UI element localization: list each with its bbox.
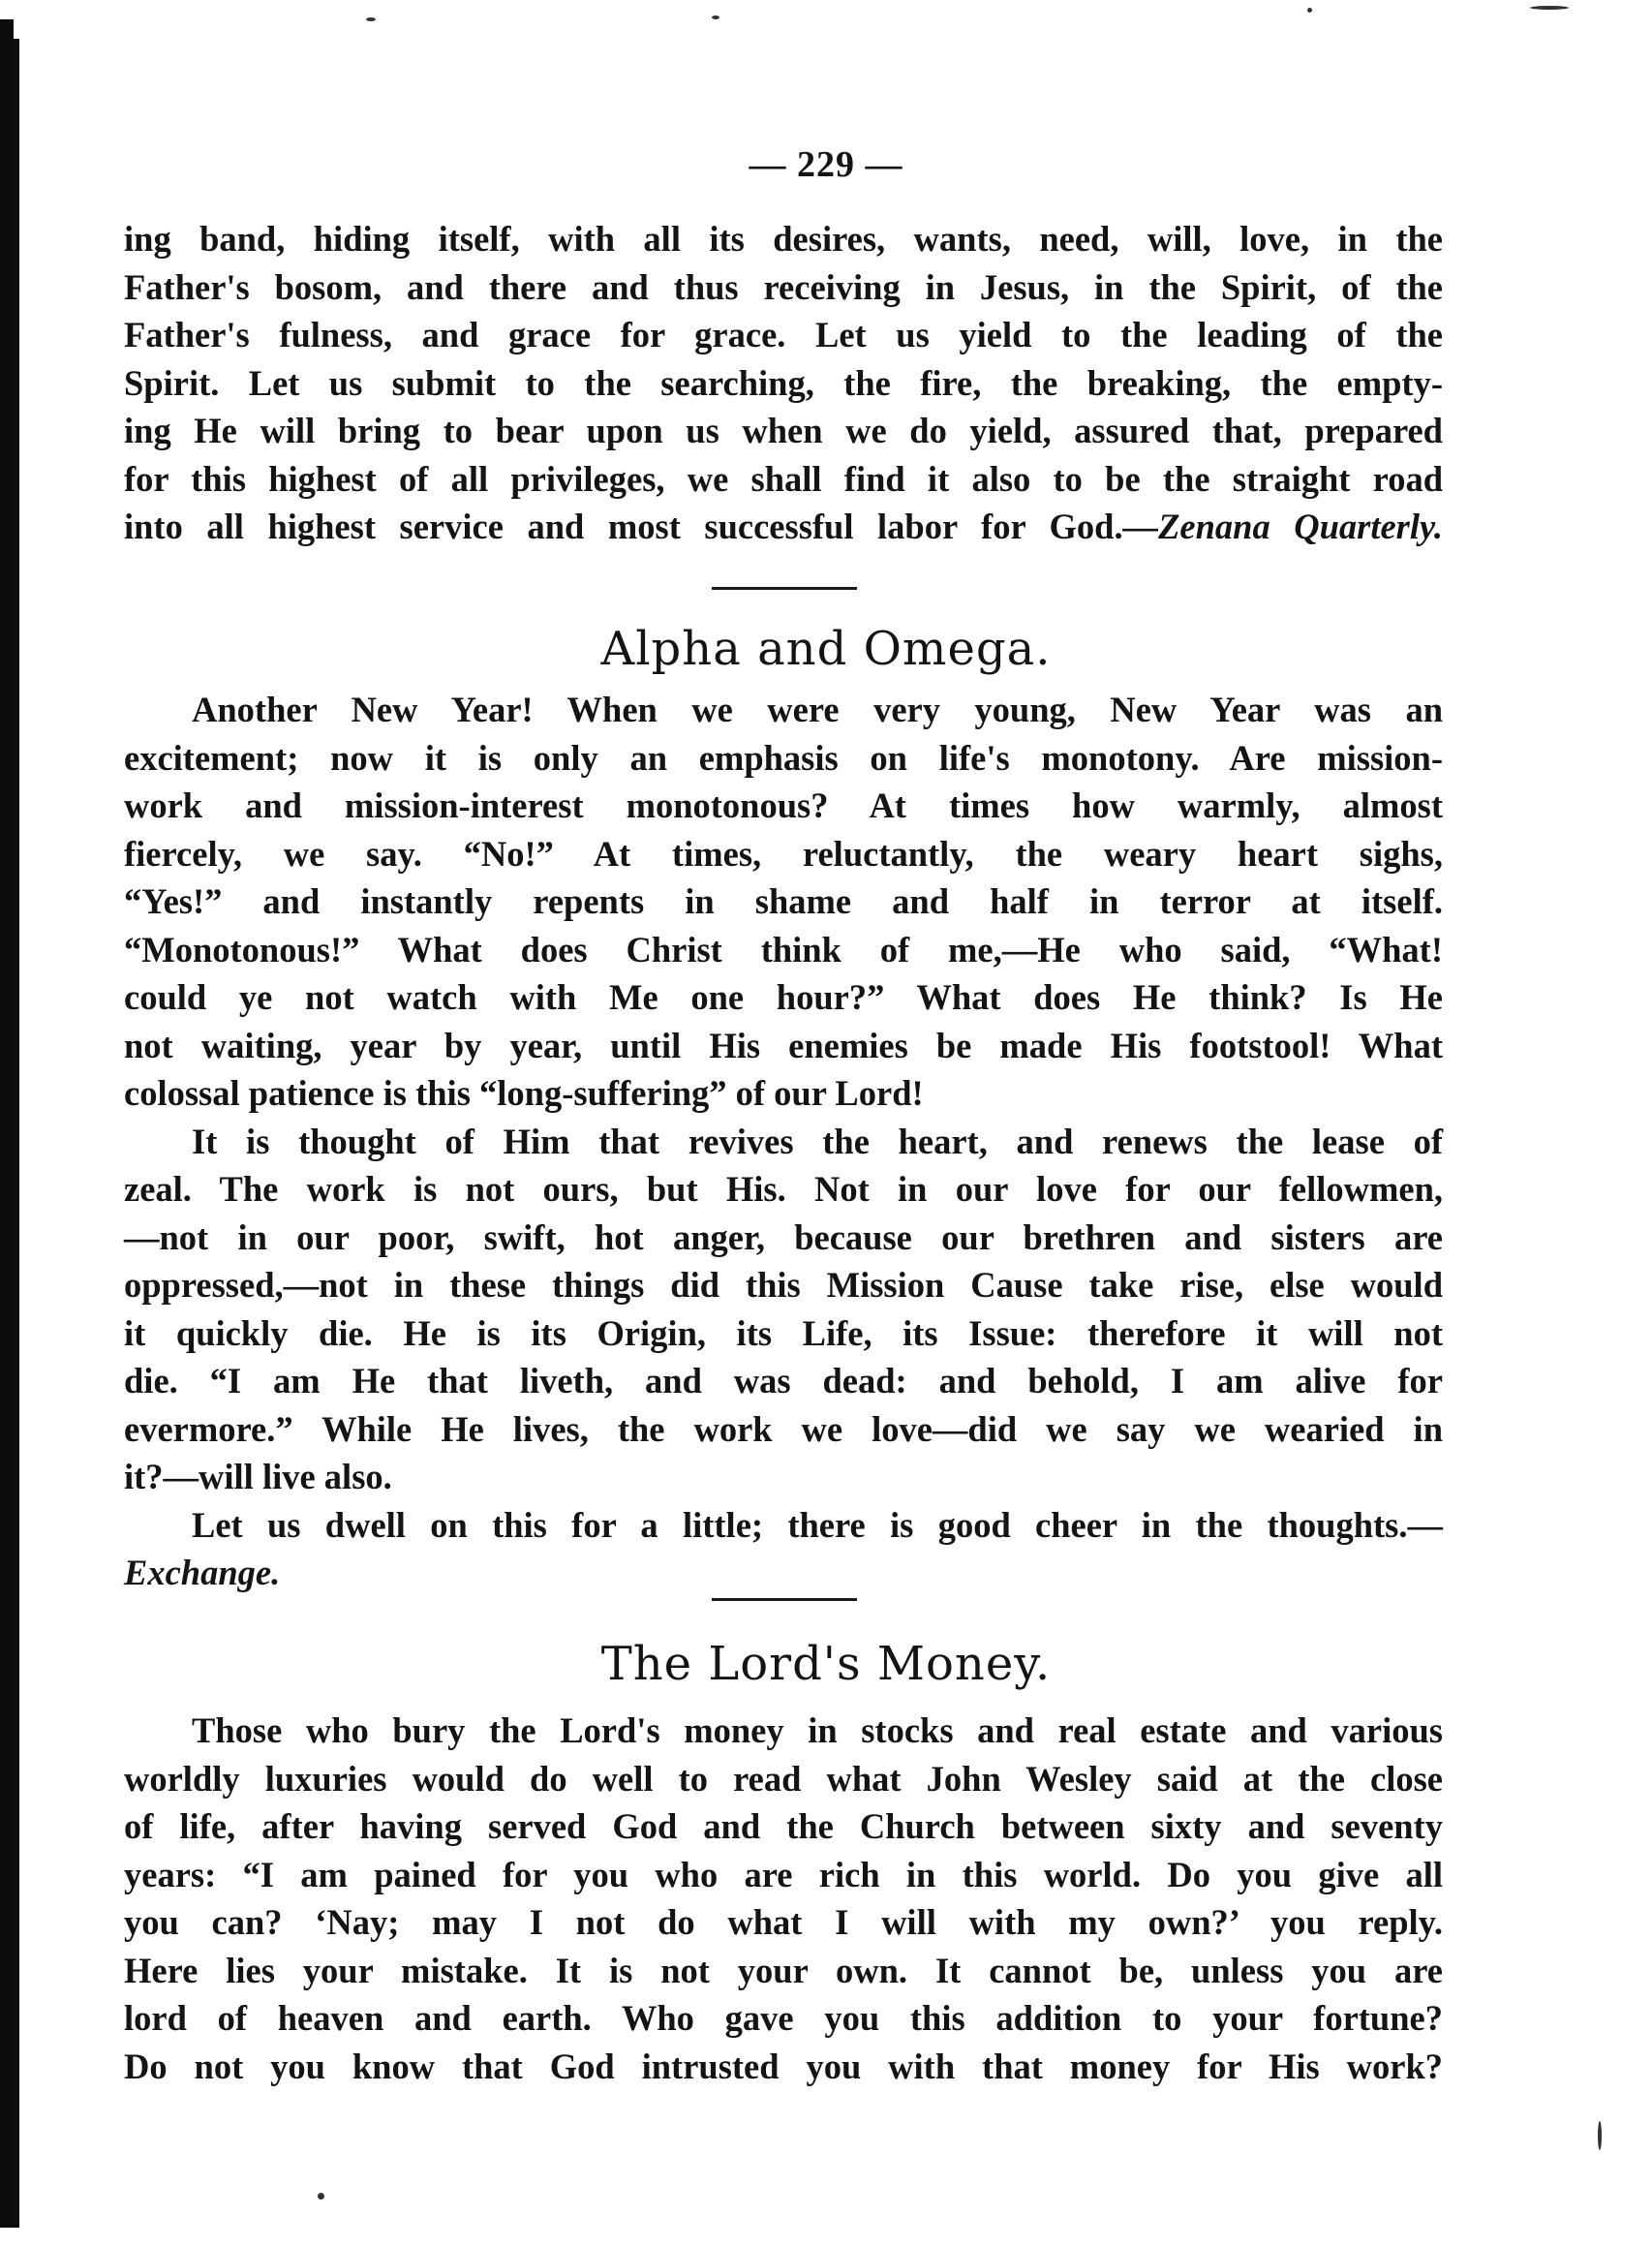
text-line: Spirit. Let us submit to the searching, the fire, the breaking, the empty- (124, 362, 1443, 403)
text-line: colossal patience is this “long-suffering” of our Lord! (124, 1073, 924, 1113)
source-attribution: —Zenana Quarterly. (1122, 507, 1443, 546)
text-line: of life, after having served God and the Church between sixty and seventy (124, 1806, 1443, 1846)
text-line: Father's bosom, and there and thus receiving in Jesus, in the Spirit, of the (124, 266, 1443, 307)
text-line: Do not you know that God intrusted you with that money for His work? (124, 2046, 1443, 2086)
text-line: ing band, hiding itself, with all its desires, wants, need, will, love, in the (124, 219, 1443, 259)
section-rule (712, 1598, 857, 1601)
text-line: years: “I am pained for you who are rich in this world. Do you give all (124, 1854, 1443, 1894)
text-line: Here lies your mistake. It is not your own. It cannot be, unless you are (124, 1950, 1443, 1990)
text-line: worldly luxuries would do well to read what John Wesley said at the close (124, 1758, 1443, 1799)
text-line: Let us dwell on this for a little; there is good cheer in the thoughts.— (192, 1504, 1443, 1545)
source-attribution: Exchange. (124, 1553, 281, 1592)
section-title: Alpha and Omega. (600, 622, 1052, 676)
speck (712, 15, 719, 19)
text-line: fiercely, we say. “No!” At times, reluctantly, the weary heart sighs, (124, 833, 1443, 874)
binding-edge (0, 39, 19, 2228)
text-line: “Yes!” and instantly repents in shame and half in terror at itself. (124, 881, 1443, 921)
alpha-omega-article (124, 686, 1443, 1597)
section-rule (712, 587, 857, 590)
text-line-end: into all highest service and most successful labor for God. (124, 507, 1123, 546)
speck (1530, 6, 1569, 10)
speck (1598, 2121, 1602, 2150)
speck (366, 17, 376, 21)
section-title: The Lord's Money. (600, 1637, 1052, 1691)
text-line: Father's fulness, and grace for grace. Let us yield to the leading of the (124, 315, 1443, 354)
text-line: excitement; now it is only an emphasis on life's monotony. Are mission- (124, 737, 1443, 778)
text-line: evermore.” While He lives, the work we love—did we say we wearied in (124, 1408, 1443, 1449)
speck (1307, 8, 1312, 13)
text-line: you can? ‘Nay; may I not do what I will with my own?’ you reply. (124, 1902, 1443, 1942)
text-line: —not in our poor, swift, hot anger, because our brethren and sisters are (124, 1216, 1443, 1257)
text-line: ing He will bring to bear upon us when we do yield, assured that, prepared (124, 411, 1443, 450)
text-line: work and mission-interest monotonous? At times how warmly, almost (124, 785, 1443, 825)
text-line: not waiting, year by year, until His enemies be made His footstool! What (124, 1025, 1443, 1065)
text-line: Those who bury the Lord's money in stocks and real estate and various (192, 1710, 1443, 1750)
text-line: for this highest of all privileges, we shall find it also to be the straight road (124, 458, 1443, 499)
text-line: it quickly die. He is its Origin, its Life, its Issue: therefore it will not (124, 1312, 1443, 1353)
text-line: “Monotonous!” What does Christ think of me,—He who said, “What! (124, 929, 1443, 970)
text-line: oppressed,—not in these things did this Mission Cause take rise, else would (124, 1265, 1443, 1305)
text-line: Another New Year! When we were very young, New Year was an (192, 690, 1443, 729)
text-line: could ye not watch with Me one hour?” What does He think? Is He (124, 977, 1443, 1017)
text-line (124, 503, 1443, 551)
text-line: It is thought of Him that revives the heart, and renews the lease of (192, 1121, 1443, 1161)
text-line: lord of heaven and earth. Who gave you this addition to your fortune? (124, 1998, 1443, 2038)
page-number: — 229 — (749, 144, 903, 185)
speck (318, 2193, 324, 2200)
lords-money-article (124, 1707, 1443, 2090)
text-line: zeal. The work is not ours, but His. Not in our love for our fellowmen, (124, 1169, 1443, 1209)
continuation-paragraph (124, 215, 1443, 551)
text-line: die. “I am He that liveth, and was dead: and behold, I am alive for (124, 1361, 1443, 1401)
binding-edge-top (0, 19, 14, 58)
text-line: it?—will live also. (124, 1457, 392, 1496)
